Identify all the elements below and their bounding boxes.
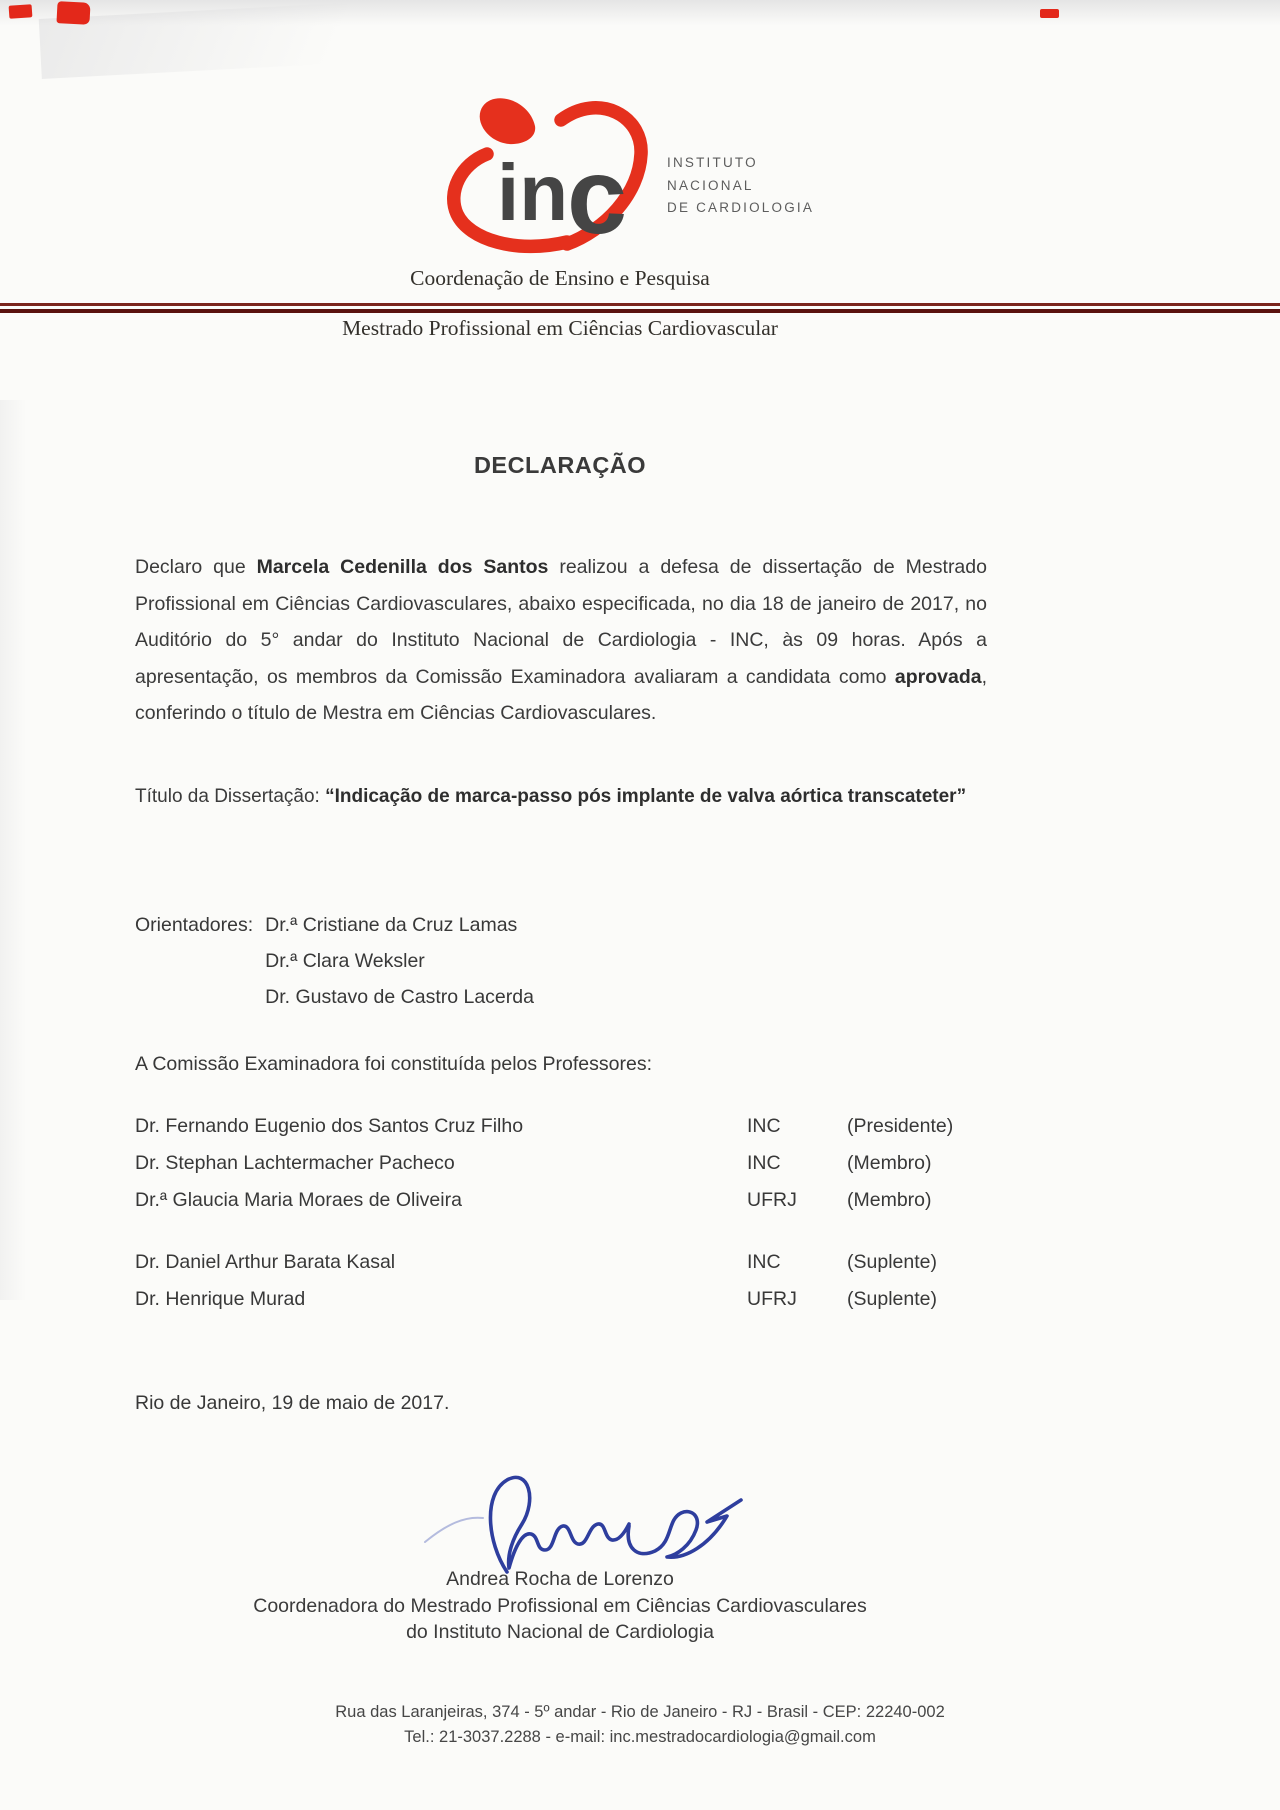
member-role: (Presidente) (847, 1115, 954, 1137)
divider-thin-line (0, 303, 1280, 306)
member-name: Dr. Fernando Eugenio dos Santos Cruz Filho (135, 1115, 524, 1137)
member-institution: UFRJ (747, 1288, 797, 1310)
member-role: (Membro) (847, 1152, 932, 1174)
institute-name-line: DE CARDIOLOGIA (667, 200, 815, 215)
institute-name-line: INSTITUTO (667, 155, 758, 170)
member-name: Dr.ª Glaucia Maria Moraes de Oliveira (135, 1189, 462, 1211)
signer-role-line1: Coordenadora do Mestrado Profissional em Ciências Cardiovasculares (253, 1594, 867, 1617)
committee-member-row (135, 1108, 985, 1145)
signature-block (135, 1462, 985, 1646)
committee-member-row (135, 1182, 985, 1219)
footer (0, 1700, 1280, 1750)
header-divider (0, 303, 1280, 313)
declaration-middle: realizou a defesa de dissertação de Mestrado Profissional em Ciências Cardiovasculares, abaixo especificada, no dia 18 de janeiro de 2017, no Auditório do 5° andar do Instituto Nacional de Cardiologia - INC, às 09 horas. Após a apresentação, os membros da Comissão Examinadora avaliaram a candidata como (135, 556, 987, 688)
committee-member-row (135, 1145, 985, 1182)
declaration-tail: , conferindo o título de Mestra em Ciências Cardiovasculares. (135, 665, 987, 724)
signer-name: Andrea Rocha de Lorenzo (446, 1568, 674, 1590)
date-line: Rio de Janeiro, 19 de maio de 2017. (135, 1392, 450, 1414)
member-institution: UFRJ (747, 1189, 797, 1211)
program-line: Mestrado Profissional em Ciências Cardiovascular (342, 316, 778, 340)
red-scan-mark (56, 1, 90, 25)
scan-shading (0, 400, 26, 1300)
committee-member-row (135, 1281, 985, 1318)
committee-substitutes (135, 1244, 985, 1318)
member-role: (Suplente) (847, 1251, 937, 1273)
declaration-lead: Declaro que (135, 556, 257, 578)
red-scan-mark (1040, 9, 1059, 18)
member-role: (Suplente) (847, 1288, 937, 1310)
advisors-names (265, 907, 534, 1015)
divider-thick-line (0, 309, 1280, 314)
member-role: (Membro) (847, 1189, 932, 1211)
advisor-name: Dr. Gustavo de Castro Lacerda (265, 986, 534, 1008)
committee-table (135, 1108, 985, 1318)
dissertation-label: Título da Dissertação: (135, 786, 326, 807)
member-institution: INC (747, 1152, 781, 1174)
logo-acronym-in: in (497, 148, 569, 237)
committee-members (135, 1108, 985, 1219)
member-institution: INC (747, 1251, 781, 1273)
verdict: aprovada (894, 665, 982, 688)
advisor-name: Dr.ª Cristiane da Cruz Lamas (265, 914, 518, 936)
department-line: Coordenação de Ensino e Pesquisa (410, 266, 710, 290)
footer-address: Rua das Laranjeiras, 374 - 5º andar - Rio de Janeiro - RJ - Brasil - CEP: 22240-002 (335, 1703, 945, 1721)
advisors-block (135, 907, 534, 1015)
dissertation-paragraph (135, 779, 987, 816)
member-name: Dr. Daniel Arthur Barata Kasal (135, 1251, 396, 1273)
declaration-paragraph (135, 549, 987, 732)
committee-intro: A Comissão Examinadora foi constituída pelos Professores: (135, 1053, 653, 1075)
footer-contact: Tel.: 21-3037.2288 - e-mail: inc.mestradocardiologia@gmail.com (404, 1728, 876, 1746)
inc-logo (447, 90, 814, 266)
institute-name (667, 152, 814, 220)
advisors-label: Orientadores: (135, 914, 254, 936)
dissertation-title: “Indicação de marca-passo pós implante de valva aórtica transcateter” (325, 786, 967, 807)
document-title: DECLARAÇÃO (473, 452, 647, 478)
advisor-name: Dr.ª Clara Weksler (265, 950, 425, 972)
student-name: Marcela Cedenilla dos Santos (256, 556, 549, 578)
red-scan-mark (9, 4, 33, 19)
signature-scribble (417, 1462, 751, 1580)
committee-member-row (135, 1244, 985, 1281)
institute-name-line: NACIONAL (667, 177, 754, 193)
member-name: Dr. Henrique Murad (135, 1288, 306, 1310)
inc-heart-logo-icon (447, 90, 655, 266)
member-name: Dr. Stephan Lachtermacher Pacheco (135, 1152, 455, 1174)
signer-role-line2: do Instituto Nacional de Cardiologia (406, 1621, 714, 1643)
logo-acronym-c: c (567, 135, 628, 256)
member-institution: INC (747, 1115, 781, 1137)
